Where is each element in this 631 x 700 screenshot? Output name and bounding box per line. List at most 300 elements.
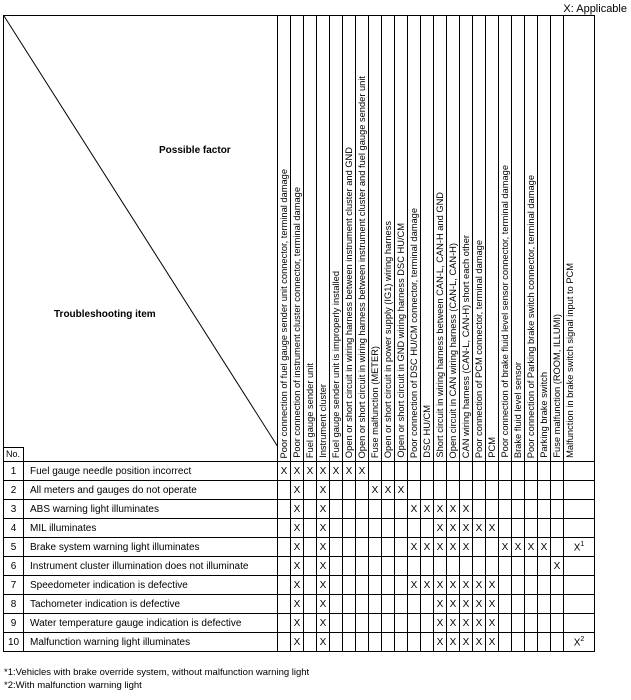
applicability-cell bbox=[473, 633, 486, 652]
applicability-cell bbox=[304, 481, 317, 500]
factor-header-13 bbox=[434, 16, 447, 462]
applicability-cell bbox=[356, 614, 369, 633]
applicability-cell bbox=[551, 633, 564, 652]
row-number: 2 bbox=[4, 481, 24, 500]
applicability-cell bbox=[330, 481, 343, 500]
applicability-cell bbox=[408, 614, 421, 633]
applicability-cell bbox=[395, 462, 408, 481]
footnotes bbox=[4, 666, 309, 692]
applicable-mark: X bbox=[397, 484, 405, 496]
applicable-mark: X bbox=[462, 579, 470, 591]
applicable-mark: X bbox=[475, 617, 483, 629]
applicability-cell bbox=[512, 519, 525, 538]
factor-header-10 bbox=[395, 16, 408, 462]
applicable-mark: X bbox=[319, 541, 327, 553]
applicable-mark: X bbox=[449, 598, 457, 610]
applicability-cell bbox=[434, 595, 447, 614]
factor-label: Poor connection of brake fluid level sensor connector, terminal damage bbox=[500, 165, 510, 458]
applicability-cell bbox=[421, 633, 434, 652]
applicable-mark: X bbox=[573, 542, 581, 554]
applicability-cell bbox=[564, 633, 595, 652]
factor-header-15 bbox=[460, 16, 473, 462]
applicability-cell bbox=[408, 519, 421, 538]
applicability-cell bbox=[369, 462, 382, 481]
applicability-cell bbox=[304, 614, 317, 633]
factor-label: Fuse malfunction (METER) bbox=[370, 345, 380, 458]
applicability-cell bbox=[382, 576, 395, 595]
applicable-mark: X bbox=[293, 522, 301, 534]
applicability-cell bbox=[473, 462, 486, 481]
applicability-cell bbox=[356, 462, 369, 481]
table-row bbox=[4, 538, 595, 557]
applicability-cell bbox=[460, 538, 473, 557]
applicability-cell bbox=[330, 557, 343, 576]
applicability-cell bbox=[304, 500, 317, 519]
applicable-mark: X bbox=[319, 617, 327, 629]
applicability-cell bbox=[460, 633, 473, 652]
row-number: 8 bbox=[4, 595, 24, 614]
applicable-mark: X bbox=[449, 636, 457, 648]
applicability-cell bbox=[512, 576, 525, 595]
applicability-cell bbox=[499, 614, 512, 633]
applicability-cell bbox=[421, 462, 434, 481]
applicability-cell bbox=[291, 500, 304, 519]
factor-header-1 bbox=[278, 16, 291, 462]
applicable-mark: X bbox=[436, 636, 444, 648]
applicability-cell bbox=[525, 500, 538, 519]
applicability-cell bbox=[421, 481, 434, 500]
applicability-cell bbox=[278, 614, 291, 633]
factor-label: CAN wiring harness (CAN-L, CAN-H) short each other bbox=[461, 234, 471, 458]
troubleshooting-item: Brake system warning light illuminates bbox=[24, 538, 278, 557]
factor-header-2 bbox=[291, 16, 304, 462]
applicable-mark: X bbox=[306, 465, 314, 477]
applicability-cell bbox=[343, 557, 356, 576]
applicability-cell bbox=[408, 633, 421, 652]
applicability-cell bbox=[395, 614, 408, 633]
applicable-mark: X bbox=[436, 598, 444, 610]
applicability-cell bbox=[330, 595, 343, 614]
applicable-mark: X bbox=[319, 465, 327, 477]
applicability-cell bbox=[291, 614, 304, 633]
applicability-cell bbox=[473, 557, 486, 576]
applicable-mark: X bbox=[462, 522, 470, 534]
applicable-mark: X bbox=[514, 541, 522, 553]
applicable-mark: X bbox=[410, 541, 418, 553]
applicability-cell bbox=[278, 633, 291, 652]
factor-header-14 bbox=[447, 16, 460, 462]
factor-header-5 bbox=[330, 16, 343, 462]
applicable-mark: X bbox=[462, 617, 470, 629]
applicability-cell bbox=[330, 633, 343, 652]
troubleshooting-table bbox=[3, 15, 595, 652]
table-row bbox=[4, 462, 595, 481]
applicability-cell bbox=[278, 519, 291, 538]
applicability-cell bbox=[304, 538, 317, 557]
applicability-cell bbox=[408, 576, 421, 595]
applicability-cell bbox=[447, 462, 460, 481]
applicable-mark: X bbox=[527, 541, 535, 553]
troubleshooting-item: MIL illuminates bbox=[24, 519, 278, 538]
applicability-cell bbox=[317, 500, 330, 519]
applicability-cell bbox=[395, 481, 408, 500]
applicability-cell bbox=[317, 595, 330, 614]
applicability-cell bbox=[525, 633, 538, 652]
applicability-cell bbox=[447, 519, 460, 538]
applicability-cell bbox=[512, 633, 525, 652]
applicable-mark: X bbox=[436, 522, 444, 534]
applicability-cell bbox=[538, 576, 551, 595]
applicability-cell bbox=[551, 519, 564, 538]
applicability-cell bbox=[317, 519, 330, 538]
applicability-cell bbox=[551, 595, 564, 614]
factor-label: Short circuit in wiring harness between CAN-L, CAN-H and GND bbox=[435, 192, 445, 458]
applicable-mark: X bbox=[293, 541, 301, 553]
troubleshooting-item: All meters and gauges do not operate bbox=[24, 481, 278, 500]
applicability-cell bbox=[538, 557, 551, 576]
factor-header-19 bbox=[512, 16, 525, 462]
applicability-cell bbox=[473, 576, 486, 595]
applicability-cell bbox=[356, 576, 369, 595]
factor-label: Poor connection of PCM connector, terminal damage bbox=[474, 239, 484, 458]
applicable-mark: X bbox=[573, 637, 581, 649]
applicability-cell bbox=[278, 557, 291, 576]
troubleshooting-item: Water temperature gauge indication is defective bbox=[24, 614, 278, 633]
applicability-cell bbox=[538, 595, 551, 614]
applicable-mark: X bbox=[280, 465, 288, 477]
troubleshooting-item: Tachometer indication is defective bbox=[24, 595, 278, 614]
applicability-cell bbox=[382, 595, 395, 614]
applicability-cell bbox=[395, 500, 408, 519]
factor-header-3 bbox=[304, 16, 317, 462]
applicability-cell bbox=[525, 519, 538, 538]
applicability-cell bbox=[499, 595, 512, 614]
applicable-mark: X bbox=[475, 522, 483, 534]
applicability-cell bbox=[434, 538, 447, 557]
applicability-cell bbox=[382, 538, 395, 557]
applicability-cell bbox=[447, 500, 460, 519]
applicability-cell bbox=[395, 557, 408, 576]
applicability-cell bbox=[551, 557, 564, 576]
applicable-mark: X bbox=[319, 598, 327, 610]
applicability-cell bbox=[356, 595, 369, 614]
applicability-cell bbox=[369, 576, 382, 595]
factor-label: Poor connection of DSC HU/CM connector, terminal damage bbox=[409, 207, 419, 458]
factor-label: Brake fluid level sensor bbox=[513, 361, 523, 458]
applicability-cell bbox=[460, 576, 473, 595]
applicable-mark: X bbox=[345, 465, 353, 477]
applicability-cell bbox=[369, 538, 382, 557]
footnote-ref: 2 bbox=[580, 635, 585, 643]
applicability-cell bbox=[382, 481, 395, 500]
applicability-cell bbox=[525, 595, 538, 614]
applicability-cell bbox=[525, 481, 538, 500]
applicability-cell bbox=[564, 481, 595, 500]
troubleshooting-item: Speedometer indication is defective bbox=[24, 576, 278, 595]
applicability-cell bbox=[434, 633, 447, 652]
applicability-cell bbox=[512, 462, 525, 481]
applicability-cell bbox=[525, 614, 538, 633]
applicability-cell bbox=[291, 519, 304, 538]
applicability-cell bbox=[278, 462, 291, 481]
applicable-mark: X bbox=[488, 617, 496, 629]
applicability-cell bbox=[486, 462, 499, 481]
applicability-cell bbox=[408, 538, 421, 557]
applicability-cell bbox=[304, 576, 317, 595]
applicability-cell bbox=[564, 557, 595, 576]
applicability-cell bbox=[512, 614, 525, 633]
applicability-cell bbox=[395, 519, 408, 538]
applicability-cell bbox=[525, 538, 538, 557]
factor-label: Malfunction in brake switch signal input to PCM bbox=[565, 263, 575, 458]
applicability-cell bbox=[356, 633, 369, 652]
applicability-cell bbox=[421, 519, 434, 538]
applicable-mark: X bbox=[293, 579, 301, 591]
applicable-mark: X bbox=[410, 579, 418, 591]
applicable-mark: X bbox=[449, 617, 457, 629]
applicability-cell bbox=[460, 595, 473, 614]
applicability-cell bbox=[317, 614, 330, 633]
applicability-cell bbox=[343, 595, 356, 614]
applicability-cell bbox=[512, 538, 525, 557]
applicable-mark: X bbox=[384, 484, 392, 496]
applicability-cell bbox=[343, 576, 356, 595]
applicability-cell bbox=[460, 500, 473, 519]
factor-header-23 bbox=[564, 16, 595, 462]
applicability-cell bbox=[447, 481, 460, 500]
applicability-cell bbox=[291, 576, 304, 595]
applicable-mark: X bbox=[332, 465, 340, 477]
applicability-cell bbox=[551, 576, 564, 595]
applicability-cell bbox=[499, 557, 512, 576]
applicability-cell bbox=[434, 614, 447, 633]
row-number: 4 bbox=[4, 519, 24, 538]
applicability-cell bbox=[512, 481, 525, 500]
applicable-mark: X bbox=[319, 522, 327, 534]
applicability-cell bbox=[330, 500, 343, 519]
factor-label: Instrument cluster bbox=[318, 384, 328, 458]
applicability-cell bbox=[356, 481, 369, 500]
applicability-cell bbox=[421, 595, 434, 614]
applicability-cell bbox=[551, 614, 564, 633]
row-number: 10 bbox=[4, 633, 24, 652]
applicable-mark: X bbox=[293, 598, 301, 610]
applicability-cell bbox=[499, 500, 512, 519]
factor-header-21 bbox=[538, 16, 551, 462]
factor-label: Poor connection of fuel gauge sender unit connector, terminal damage bbox=[279, 168, 289, 458]
applicability-cell bbox=[382, 557, 395, 576]
applicable-mark: X bbox=[449, 579, 457, 591]
troubleshooting-item: Fuel gauge needle position incorrect bbox=[24, 462, 278, 481]
legend: X: Applicable bbox=[563, 3, 627, 15]
applicability-cell bbox=[434, 500, 447, 519]
applicable-mark: X bbox=[553, 560, 561, 572]
applicability-cell bbox=[564, 595, 595, 614]
applicable-mark: X bbox=[319, 636, 327, 648]
applicability-cell bbox=[382, 500, 395, 519]
applicability-cell bbox=[460, 557, 473, 576]
applicability-cell bbox=[395, 576, 408, 595]
row-number: 9 bbox=[4, 614, 24, 633]
row-number: 7 bbox=[4, 576, 24, 595]
applicability-cell bbox=[421, 538, 434, 557]
applicable-mark: X bbox=[319, 579, 327, 591]
applicable-mark: X bbox=[436, 503, 444, 515]
applicability-cell bbox=[343, 633, 356, 652]
factor-label: Poor connection of Parking brake switch connector, terminal damage bbox=[526, 174, 536, 458]
applicability-cell bbox=[369, 500, 382, 519]
applicability-cell bbox=[317, 481, 330, 500]
factor-header-6 bbox=[343, 16, 356, 462]
factor-label: DSC HU/CM bbox=[422, 405, 432, 458]
applicability-cell bbox=[525, 462, 538, 481]
applicability-cell bbox=[369, 557, 382, 576]
applicability-cell bbox=[473, 519, 486, 538]
factor-header-11 bbox=[408, 16, 421, 462]
applicability-cell bbox=[473, 500, 486, 519]
applicability-cell bbox=[408, 500, 421, 519]
table-row bbox=[4, 519, 595, 538]
factor-header-22 bbox=[551, 16, 564, 462]
applicability-cell bbox=[304, 557, 317, 576]
applicable-mark: X bbox=[319, 503, 327, 515]
applicable-mark: X bbox=[293, 465, 301, 477]
applicability-cell bbox=[551, 481, 564, 500]
applicable-mark: X bbox=[423, 541, 431, 553]
applicability-cell bbox=[304, 595, 317, 614]
applicability-cell bbox=[512, 595, 525, 614]
table-row bbox=[4, 481, 595, 500]
footnote-ref: 1 bbox=[580, 540, 585, 548]
applicability-cell bbox=[538, 462, 551, 481]
applicability-cell bbox=[486, 538, 499, 557]
footnote-2: *2:With malfunction warning light bbox=[4, 680, 142, 691]
applicable-mark: X bbox=[436, 617, 444, 629]
applicability-cell bbox=[330, 614, 343, 633]
row-number: 1 bbox=[4, 462, 24, 481]
applicability-cell bbox=[291, 538, 304, 557]
applicability-cell bbox=[356, 557, 369, 576]
applicable-mark: X bbox=[488, 522, 496, 534]
table-row bbox=[4, 576, 595, 595]
applicability-cell bbox=[330, 462, 343, 481]
applicability-cell bbox=[330, 576, 343, 595]
applicable-mark: X bbox=[501, 541, 509, 553]
applicability-cell bbox=[421, 557, 434, 576]
applicability-cell bbox=[447, 595, 460, 614]
applicability-cell bbox=[291, 481, 304, 500]
applicability-cell bbox=[304, 462, 317, 481]
applicability-cell bbox=[564, 614, 595, 633]
row-number: 5 bbox=[4, 538, 24, 557]
applicability-cell bbox=[421, 576, 434, 595]
applicability-cell bbox=[538, 614, 551, 633]
applicability-cell bbox=[512, 500, 525, 519]
applicability-cell bbox=[486, 481, 499, 500]
applicable-mark: X bbox=[371, 484, 379, 496]
applicability-cell bbox=[382, 462, 395, 481]
applicability-cell bbox=[447, 614, 460, 633]
applicability-cell bbox=[512, 557, 525, 576]
applicability-cell bbox=[395, 633, 408, 652]
applicability-cell bbox=[317, 557, 330, 576]
applicable-mark: X bbox=[475, 579, 483, 591]
applicable-mark: X bbox=[540, 541, 548, 553]
factor-header-9 bbox=[382, 16, 395, 462]
applicability-cell bbox=[317, 633, 330, 652]
applicable-mark: X bbox=[462, 541, 470, 553]
troubleshooting-item: Instrument cluster illumination does not illuminate bbox=[24, 557, 278, 576]
applicability-cell bbox=[486, 633, 499, 652]
factor-header-18 bbox=[499, 16, 512, 462]
applicability-cell bbox=[486, 576, 499, 595]
applicability-cell bbox=[538, 633, 551, 652]
applicability-cell bbox=[447, 576, 460, 595]
applicability-cell bbox=[343, 462, 356, 481]
applicability-cell bbox=[538, 481, 551, 500]
applicability-cell bbox=[434, 519, 447, 538]
factor-header-20 bbox=[525, 16, 538, 462]
applicability-cell bbox=[317, 538, 330, 557]
applicability-cell bbox=[421, 500, 434, 519]
table-row bbox=[4, 557, 595, 576]
applicable-mark: X bbox=[423, 579, 431, 591]
factor-header-17 bbox=[486, 16, 499, 462]
applicable-mark: X bbox=[293, 503, 301, 515]
applicable-mark: X bbox=[462, 636, 470, 648]
applicability-cell bbox=[343, 519, 356, 538]
applicability-cell bbox=[343, 481, 356, 500]
applicability-cell bbox=[434, 576, 447, 595]
applicability-cell bbox=[564, 519, 595, 538]
applicability-cell bbox=[343, 500, 356, 519]
applicability-cell bbox=[369, 614, 382, 633]
table-row bbox=[4, 633, 595, 652]
applicable-mark: X bbox=[436, 541, 444, 553]
troubleshooting-item: Malfunction warning light illuminates bbox=[24, 633, 278, 652]
applicability-cell bbox=[291, 557, 304, 576]
applicability-cell bbox=[291, 595, 304, 614]
applicability-cell bbox=[278, 538, 291, 557]
applicability-cell bbox=[382, 614, 395, 633]
applicability-cell bbox=[278, 576, 291, 595]
factor-header-7 bbox=[356, 16, 369, 462]
applicability-cell bbox=[473, 614, 486, 633]
applicability-cell bbox=[447, 557, 460, 576]
applicability-cell bbox=[564, 500, 595, 519]
applicability-cell bbox=[408, 557, 421, 576]
table-row bbox=[4, 614, 595, 633]
row-number: 3 bbox=[4, 500, 24, 519]
factor-label: Fuse malfunction (ROOM, ILLUMI) bbox=[552, 314, 562, 458]
applicability-cell bbox=[304, 633, 317, 652]
troubleshooting-item-label: Troubleshooting item bbox=[54, 309, 156, 320]
applicability-cell bbox=[486, 519, 499, 538]
applicability-cell bbox=[382, 633, 395, 652]
row-number: 6 bbox=[4, 557, 24, 576]
applicability-cell bbox=[291, 462, 304, 481]
no-header: No. bbox=[4, 447, 24, 461]
troubleshooting-item: ABS warning light illuminates bbox=[24, 500, 278, 519]
applicability-cell bbox=[356, 500, 369, 519]
table-row bbox=[4, 595, 595, 614]
applicability-cell bbox=[343, 538, 356, 557]
applicability-cell bbox=[317, 462, 330, 481]
factor-label: Poor connection of instrument cluster connector, terminal damage bbox=[292, 187, 302, 458]
applicability-cell bbox=[460, 519, 473, 538]
applicability-cell bbox=[564, 576, 595, 595]
factor-label: Fuel gauge sender unit is improperly installed bbox=[331, 270, 341, 458]
